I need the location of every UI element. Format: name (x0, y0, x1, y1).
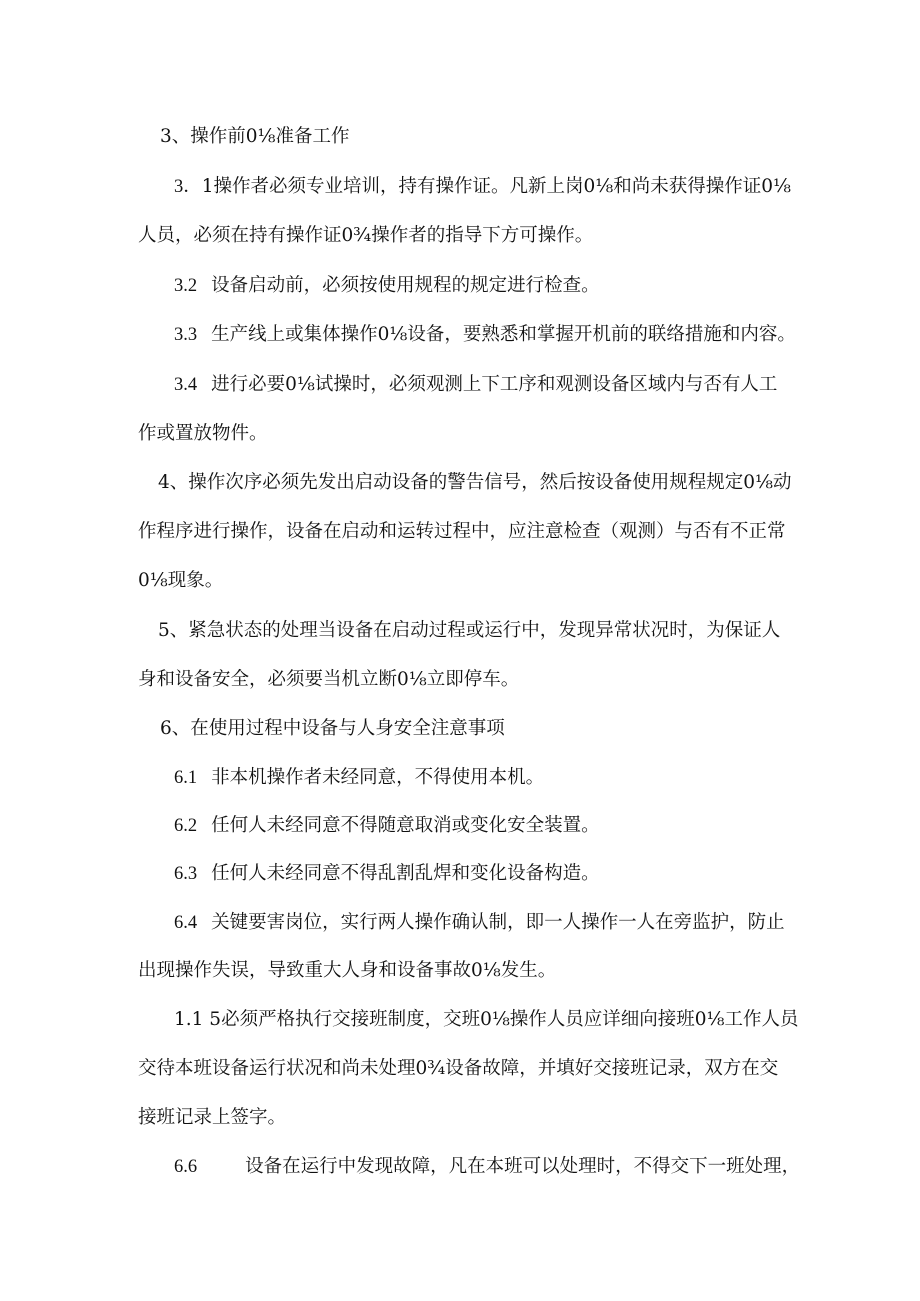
paragraph-6-6 (174, 1154, 800, 1180)
paragraph-text: 关键要害岗位，实行两人操作确认制，即一人操作一人在旁监护，防止 (211, 912, 785, 933)
item-number: 3.4 (174, 375, 198, 395)
section-3-heading: 3、操作前0⅛准备工作 (160, 126, 350, 147)
item-number: 6.4 (174, 913, 198, 933)
paragraph-3-1-second-line: 人员，必须在持有操作证0¾操作者的指导下方可操作。 (138, 225, 594, 246)
paragraph-6-1 (174, 765, 544, 791)
paragraph-text: 任何人未经同意不得乱割乱焊和变化设备构造。 (211, 863, 600, 884)
item-number: 6.3 (174, 864, 198, 884)
paragraph-text: 设备启动前，必须按使用规程的规定进行检查。 (211, 275, 600, 296)
paragraph-text: 任何人未经同意不得随意取消或变化安全装置。 (211, 815, 600, 836)
paragraph-6-5-second-line: 交待本班设备运行状况和尚未处理0¾设备故障，并填好交接班记录，双方在交 (138, 1058, 779, 1079)
paragraph-text: 1操作者必须专业培训，持有操作证。凡新上岗0⅛和尚未获得操作证0⅛ (201, 176, 791, 197)
section-5-first-line: 5、紧急状态的处理当设备在启动过程或运行中，发现异常状况时，为保证人 (158, 620, 781, 641)
paragraph-6-3 (174, 861, 600, 887)
paragraph-6-5-third-line: 接班记录上签字。 (138, 1107, 287, 1128)
paragraph-3-2 (174, 273, 600, 299)
paragraph-6-2 (174, 813, 600, 839)
item-number: 3.2 (174, 276, 198, 296)
paragraph-3-1-first-line (174, 174, 791, 200)
paragraph-3-4-second-line: 作或置放物件。 (138, 423, 268, 444)
paragraph-text: 进行必要0⅛试操时，必须观测上下工序和观测设备区域内与否有人工 (211, 374, 778, 395)
section-4-first-line: 4、操作次序必须先发出启动设备的警告信号，然后按设备使用规程规定0⅛动 (158, 472, 792, 493)
item-number: 3． (174, 177, 202, 197)
paragraph-text: 生产线上或集体操作0⅛设备，要熟悉和掌握开机前的联络措施和内容。 (211, 324, 796, 345)
paragraph-6-4-second-line: 出现操作失误，导致重大人身和设备事故0⅛发生。 (138, 960, 557, 981)
item-number: 6.2 (174, 816, 198, 836)
paragraph-6-5-first-line: 1.1 5必须严格执行交接班制度，交班0⅛操作人员应详细向接班0⅛工作人员 (174, 1009, 799, 1030)
item-number: 6.6 (174, 1157, 198, 1177)
paragraph-3-4-first-line (174, 372, 777, 398)
paragraph-3-3 (174, 322, 796, 348)
section-4-second-line: 作程序进行操作，设备在启动和运转过程中，应注意检查（观测）与否有不正常 (138, 521, 786, 542)
paragraph-text: 非本机操作者未经同意，不得使用本机。 (211, 767, 545, 788)
section-5-second-line: 身和设备安全，必须要当机立断0⅛立即停车。 (138, 669, 520, 690)
section-6-heading: 6、在使用过程中设备与人身安全注意事项 (160, 718, 505, 739)
section-4-third-line: 0⅛现象。 (138, 570, 224, 591)
paragraph-6-4-first-line (174, 910, 785, 936)
item-number: 3.3 (174, 325, 198, 345)
item-number: 6.1 (174, 768, 198, 788)
paragraph-text: 设备在运行中发现故障，凡在本班可以处理时，不得交下一班处理， (245, 1156, 801, 1177)
